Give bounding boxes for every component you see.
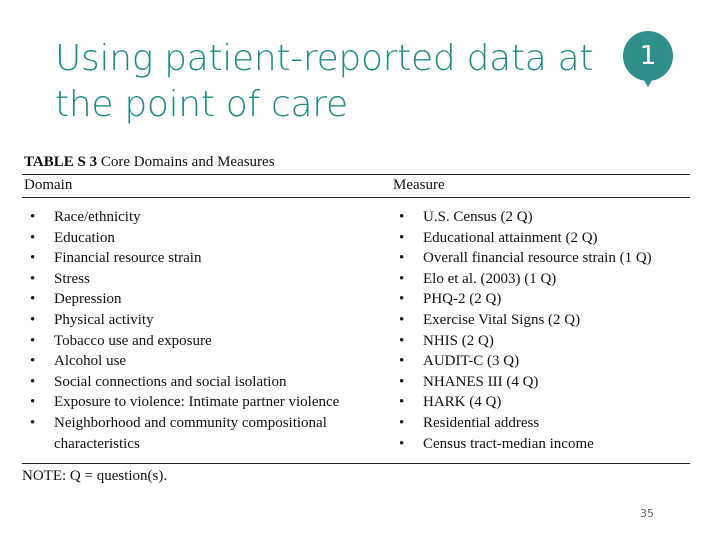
domain-item: • Tobacco use and exposure [22, 331, 391, 352]
domain-item: • Education [22, 228, 391, 249]
measure-item: • Overall financial resource strain (1 Q) [391, 248, 690, 269]
measure-item: • AUDIT-C (3 Q) [391, 351, 690, 372]
measure-item: • Elo et al. (2003) (1 Q) [391, 269, 690, 290]
core-domains-table [22, 152, 690, 486]
measure-column-header: Measure [393, 177, 445, 193]
domain-item: • Physical activity [22, 310, 391, 331]
domain-item: • Financial resource strain [22, 248, 391, 269]
measure-item: • Residential address [391, 413, 690, 434]
domain-item: • Alcohol use [22, 351, 391, 372]
slide-title-line-1: Using patient-reported data at [55, 38, 594, 79]
step-number-badge [621, 31, 675, 85]
page-number: 35 [640, 507, 654, 520]
table-body [22, 198, 690, 454]
measure-item: • U.S. Census (2 Q) [391, 207, 690, 228]
measure-item: • Exercise Vital Signs (2 Q) [391, 310, 690, 331]
measure-list [391, 207, 690, 454]
domain-item: • Social connections and social isolation [22, 372, 391, 393]
domain-item: • Exposure to violence: Intimate partner violence [22, 392, 391, 413]
domain-item: • Race/ethnicity [22, 207, 391, 228]
measure-item: • PHQ-2 (2 Q) [391, 289, 690, 310]
table-note: NOTE: Q = question(s). [22, 468, 168, 485]
table-bottom-rule [22, 463, 690, 464]
domain-item: • Stress [22, 269, 391, 290]
measure-item: • HARK (4 Q) [391, 392, 690, 413]
measure-item: • Census tract-median income [391, 434, 690, 455]
slide-title-line-2: the point of care [55, 84, 348, 125]
measure-item: • NHIS (2 Q) [391, 331, 690, 352]
table-header-row [22, 175, 690, 197]
domain-list [22, 207, 391, 454]
domain-item: • Depression [22, 289, 391, 310]
measure-item: • NHANES III (4 Q) [391, 372, 690, 393]
table-caption-text: Core Domains and Measures [97, 154, 275, 170]
badge-number: 1 [639, 41, 657, 71]
measure-item: • Educational attainment (2 Q) [391, 228, 690, 249]
table-caption-label: TABLE S 3 [24, 154, 98, 170]
domain-item: • Neighborhood and community compositional characteristics [22, 413, 391, 454]
slide-title [55, 36, 615, 128]
domain-column-header: Domain [24, 177, 73, 193]
table-caption [24, 152, 690, 172]
